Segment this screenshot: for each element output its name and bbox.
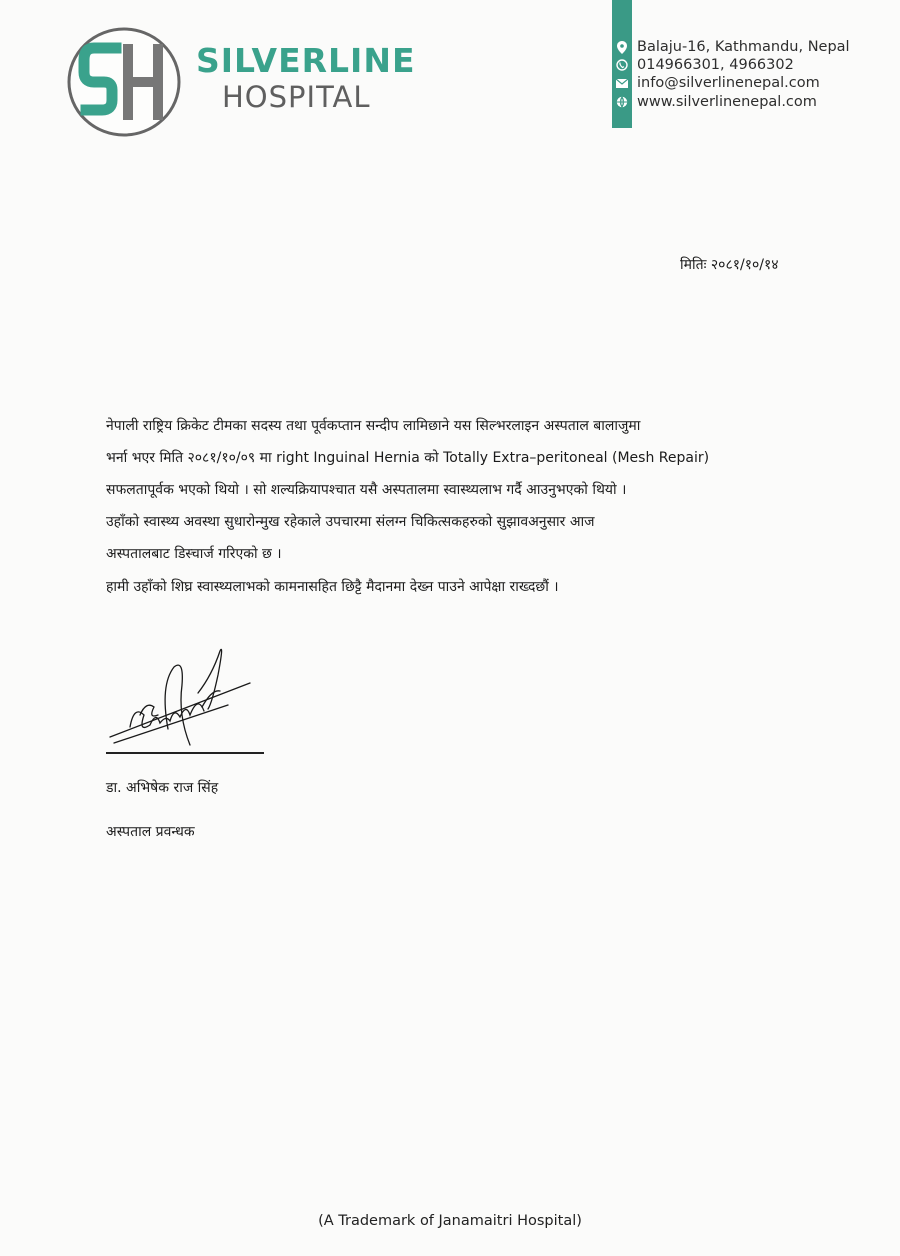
letter-body xyxy=(106,410,796,570)
closing-line: हामी उहाँको शिघ्र स्वास्थ्यलाभको कामनासहित छिट्टै मैदानमा देख्न पाउने आपेक्षा राख्दछौं । xyxy=(106,579,559,595)
phone-icon xyxy=(615,58,629,72)
hospital-logo-icon xyxy=(66,26,182,138)
contact-email-text: info@silverlinenepal.com xyxy=(637,75,820,91)
handwritten-signature xyxy=(100,645,260,755)
body-line: नेपाली राष्ट्रिय क्रिकेट टीमका सदस्य तथा पूर्वकप्तान सन्दीप लामिछाने यस सिल्भरलाइन अस्पताल बालाजुमा xyxy=(106,418,641,434)
body-line: सफलतापूर्वक भएको थियो । सो शल्यक्रियापश्चात यसै अस्पतालमा स्वास्थ्यलाभ गर्दै आउनुभएको थियो । xyxy=(106,482,627,498)
contact-website-text: www.silverlinenepal.com xyxy=(637,94,817,110)
signatory-title: अस्पताल प्रवन्धक xyxy=(106,824,195,840)
contact-phone-text: 014966301, 4966302 xyxy=(637,57,794,73)
signature-line xyxy=(106,752,264,754)
brand-name: SILVERLINE xyxy=(196,41,416,80)
contact-address xyxy=(615,37,850,57)
contact-email xyxy=(615,73,820,93)
footer-note: (A Trademark of Janamaitri Hospital) xyxy=(318,1213,582,1229)
email-icon xyxy=(615,76,629,90)
brand-subtitle: HOSPITAL xyxy=(222,80,371,114)
signatory-name: डा. अभिषेक राज सिंह xyxy=(106,780,219,796)
location-pin-icon xyxy=(615,40,629,54)
letter-date: मितिः २०८१/१०/१४ xyxy=(680,257,779,273)
body-line: भर्ना भएर मिति २०८१/१०/०९ मा right Inguinal Hernia को Totally Extra–peritoneal (Mesh Repair) xyxy=(106,450,710,466)
contact-address-text: Balaju-16, Kathmandu, Nepal xyxy=(637,39,850,55)
globe-icon xyxy=(615,95,629,109)
contact-phone xyxy=(615,55,794,75)
body-line: अस्पतालबाट डिस्चार्ज गरिएको छ । xyxy=(106,546,282,562)
body-line: उहाँको स्वास्थ्य अवस्था सुधारोन्मुख रहेकाले उपचारमा संलग्न चिकित्सकहरुको सुझावअनुसार आज xyxy=(106,514,595,530)
contact-website xyxy=(615,92,817,112)
